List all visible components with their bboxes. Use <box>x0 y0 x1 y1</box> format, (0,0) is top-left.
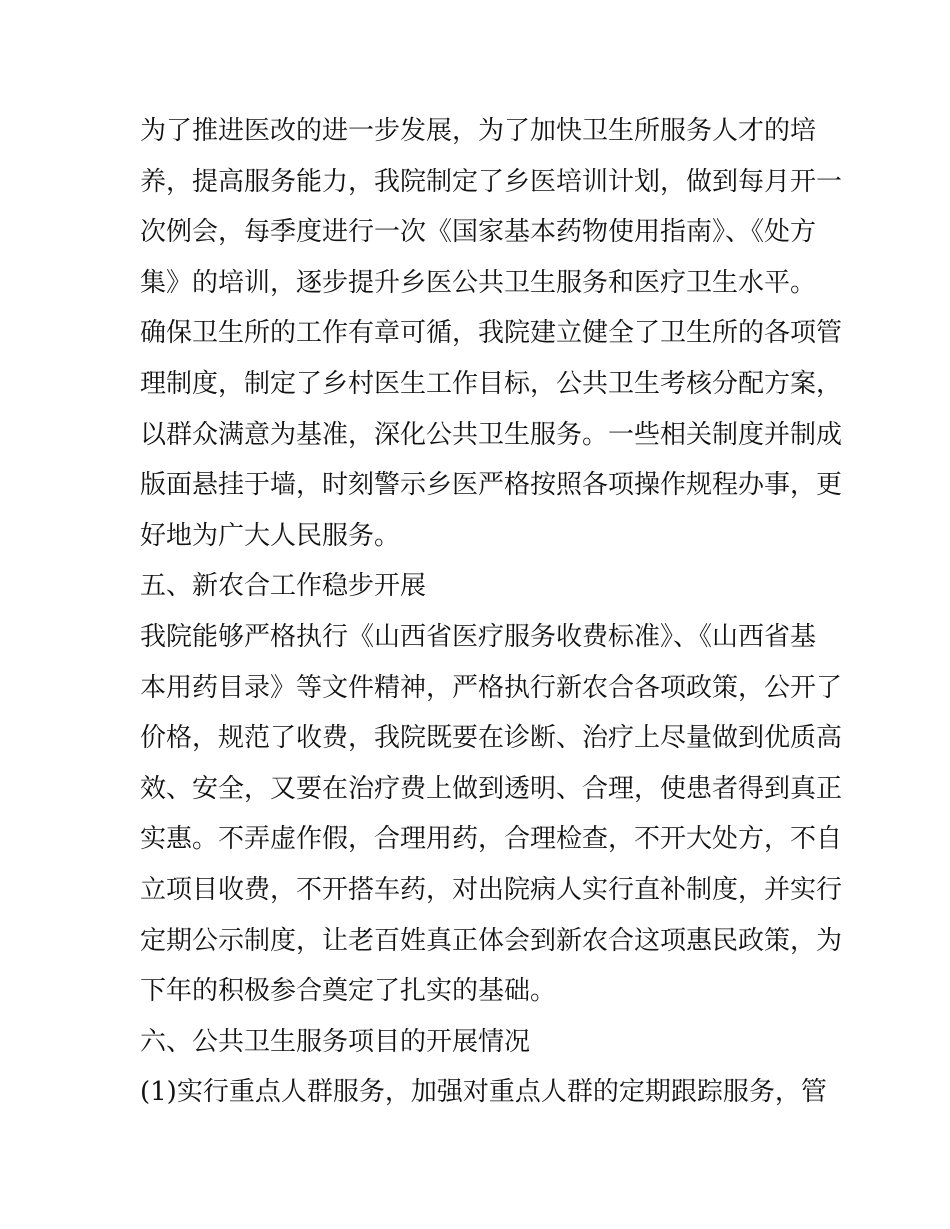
document-body <box>140 106 843 1118</box>
paragraph-line: 为了推进医改的进一步发展，为了加快卫生所服务人才的培 <box>140 116 817 146</box>
paragraph-line: 以群众满意为基准，深化公共卫生服务。一些相关制度并制成 <box>140 419 843 450</box>
paragraph-line: 价格，规范了收费，我院既要在诊断、治疗上尽量做到优质高 <box>140 723 843 754</box>
paragraph-line: (1)实行重点人群服务，加强对重点人群的定期跟踪服务，管 <box>140 1077 827 1108</box>
paragraph-line: 确保卫生所的工作有章可循，我院建立健全了卫生所的各项管 <box>140 318 843 349</box>
paragraph-line: 效、安全，又要在治疗费上做到透明、合理，使患者得到真正 <box>140 773 843 804</box>
paragraph-line: 定期公示制度，让老百姓真正体会到新农合这项惠民政策，为 <box>140 925 843 956</box>
paragraph-line: 下年的积极参合奠定了扎实的基础。 <box>140 976 557 1007</box>
paragraph-line: 次例会，每季度进行一次《国家基本药物使用指南》、《处方 <box>140 217 817 248</box>
paragraph-line: 本用药目录》等文件精神，严格执行新农合各项政策，公开了 <box>140 672 843 703</box>
paragraph-line: 养，提高服务能力，我院制定了乡医培训计划，做到每月开一 <box>140 166 843 197</box>
paragraph-line: 版面悬挂于墙，时刻警示乡医严格按照各项操作规程办事，更 <box>140 470 843 501</box>
paragraph-line: 理制度，制定了乡村医生工作目标，公共卫生考核分配方案， <box>140 368 843 399</box>
paragraph-line: 实惠。不弄虚作假，合理用药，合理检查，不开大处方，不自 <box>140 824 843 855</box>
paragraph-line: 好地为广大人民服务。 <box>140 520 401 551</box>
paragraph-line: 立项目收费，不开搭车药，对出院病人实行直补制度，并实行 <box>140 874 843 905</box>
section-heading: 五、新农合工作稳步开展 <box>140 571 427 602</box>
paragraph-line: 我院能够严格执行《山西省医疗服务收费标准》、《山西省基 <box>140 621 817 652</box>
paragraph-line: 集》的培训，逐步提升乡医公共卫生服务和医疗卫生水平。 <box>140 267 817 298</box>
section-heading: 六、公共卫生服务项目的开展情况 <box>140 1026 531 1057</box>
